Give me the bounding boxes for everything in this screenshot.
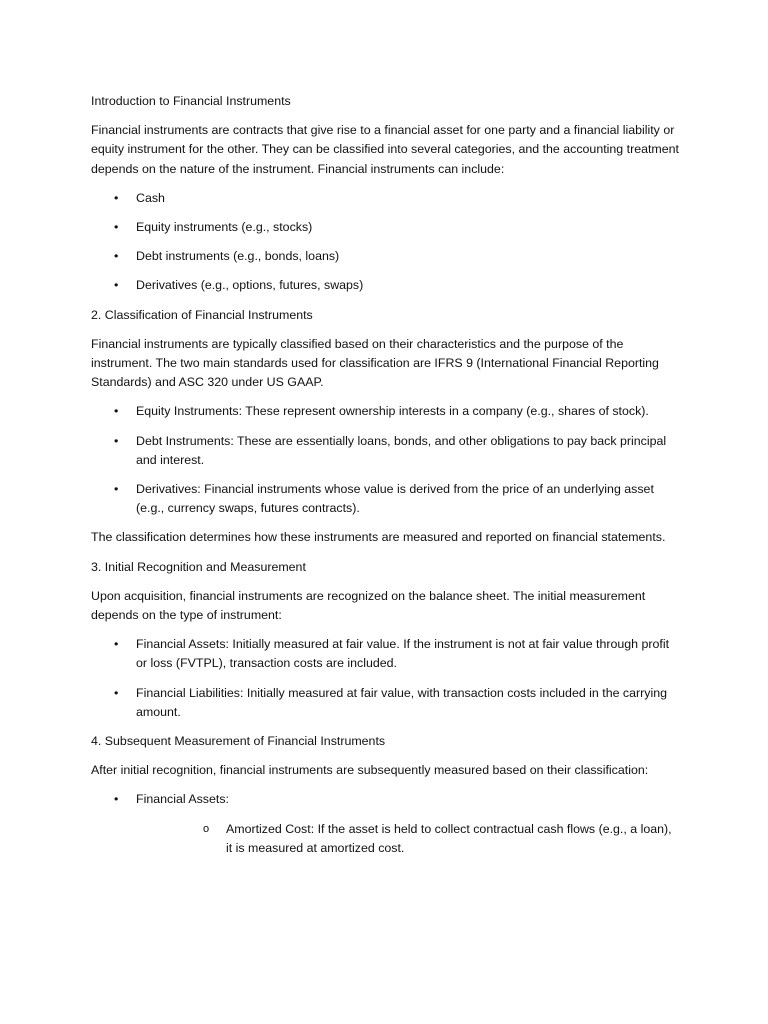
section-heading-initial-recognition: 3. Initial Recognition and Measurement <box>91 559 306 574</box>
list-item: • Derivatives (e.g., options, futures, swaps) <box>91 276 681 295</box>
section-heading-subsequent-measurement: 4. Subsequent Measurement of Financial Instruments <box>91 734 386 749</box>
list-item: • Derivatives: Financial instruments whose value is derived from the price of an underlying asset (e.g., currency swaps, futures contracts). <box>91 480 681 518</box>
sub-list-item: o Amortized Cost: If the asset is held to collect contractual cash flows (e.g., a loan), it is measured at amortized cost. <box>136 820 681 858</box>
section-paragraph-classification: Financial instruments are typically classified based on their characteristics and the purpose of the instrument. The two main standards used for classification are IFRS 9 (International Financial Reporting Standards) and ASC 320 under US GAAP. <box>91 336 659 390</box>
section-paragraph-subsequent-measurement: After initial recognition, financial instruments are subsequently measured based on their classification: <box>91 763 649 778</box>
list-item: • Financial Assets: Initially measured at fair value. If the instrument is not at fair value through profit or loss (FVTPL), transaction costs are included. <box>91 635 681 673</box>
subsequent-measurement-list <box>91 790 681 858</box>
instrument-types-list <box>91 189 681 296</box>
financial-assets-sublist <box>136 820 681 858</box>
list-item: • Financial Liabilities: Initially measured at fair value, with transaction costs included in the carrying amount. <box>91 684 681 722</box>
document-body <box>91 92 681 858</box>
list-item: • Cash <box>91 189 681 208</box>
list-item: • Equity instruments (e.g., stocks) <box>91 218 681 237</box>
section-closing-classification: The classification determines how these instruments are measured and reported on financial statements. <box>91 530 666 545</box>
list-item: • Equity Instruments: These represent ownership interests in a company (e.g., shares of stock). <box>91 402 681 421</box>
list-item: • Debt Instruments: These are essentially loans, bonds, and other obligations to pay back principal and interest. <box>91 432 681 470</box>
section-paragraph-introduction: Financial instruments are contracts that give rise to a financial asset for one party and a financial liability or equity instrument for the other. They can be classified into several categories, and the accounting treatment depends on the nature of the instrument. Financial instruments can include: <box>91 123 679 176</box>
section-paragraph-initial-recognition: Upon acquisition, financial instruments are recognized on the balance sheet. The initial measurement depends on the type of instrument: <box>91 588 646 623</box>
list-item-financial-assets <box>91 790 681 858</box>
initial-measurement-list <box>91 635 681 722</box>
section-heading-classification: 2. Classification of Financial Instruments <box>91 307 313 322</box>
list-item: • Debt instruments (e.g., bonds, loans) <box>91 247 681 266</box>
classification-list <box>91 402 681 518</box>
section-heading-introduction: Introduction to Financial Instruments <box>91 94 291 108</box>
list-item-label: Financial Assets: <box>136 792 229 807</box>
